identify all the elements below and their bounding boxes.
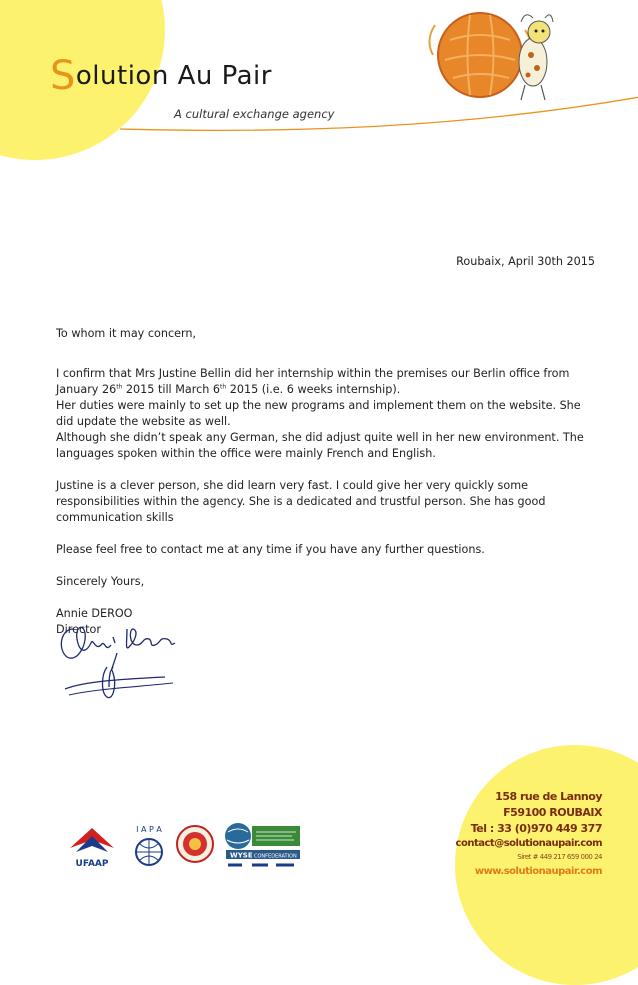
mascot-sun-illustration [425, 0, 560, 120]
iapa-logo-icon [126, 822, 172, 874]
paragraph-duties: Her duties were mainly to set up the new programs and implement them on the website. She did update the website as well. [56, 399, 581, 428]
association-seal-icon [175, 822, 215, 868]
wyse-logo-sublabel: CONFEDERATION [254, 853, 297, 860]
paragraph-languages: Although she didn’t speak any German, she did adjust quite well in her new environment. The languages spoken within the office were mainly French and English. [56, 431, 584, 460]
handwritten-signature [55, 615, 190, 710]
ufaap-logo-label: UFAAP [75, 859, 109, 869]
iapa-logo-label: I A P A [136, 825, 162, 834]
footer-yellow-circle [455, 745, 638, 985]
wyse-confederation-logo-icon [222, 818, 304, 874]
wyse-logo-label: WYSE [230, 851, 253, 860]
paragraph-qualities: Justine is a clever person, she did learn very fast. I could give her very quickly some responsibilities within the agency. She is a dedicated and trustful person. She has good communication skills [56, 479, 546, 524]
paragraph-internship-dates [56, 366, 596, 398]
letter-date: Roubaix, April 30th 2015 [456, 255, 595, 268]
paragraph-text: 2015 till March 6 [122, 383, 221, 396]
footer-phone: Tel : 33 (0)970 449 377 [470, 822, 602, 835]
ordinal-suffix: th [220, 383, 227, 391]
brand-tagline: A cultural exchange agency [174, 107, 335, 121]
signer-title: Director [56, 623, 101, 636]
brand-first-letter: S [50, 53, 76, 99]
brand-name-rest: olution Au Pair [75, 61, 272, 91]
footer-address-city: F59100 ROUBAIX [503, 806, 602, 819]
closing: Sincerely Yours, [56, 575, 145, 588]
paragraph-contact: Please feel free to contact me at any time if you have any further questions. [56, 543, 485, 556]
footer-website[interactable]: www.solutionaupair.com [474, 866, 602, 877]
ordinal-suffix: th [116, 383, 123, 391]
ufaap-logo-icon [62, 818, 122, 876]
brand-logo-text [50, 53, 272, 99]
paragraph-text: 2015 (i.e. 6 weeks internship). [226, 383, 401, 396]
letter-greeting: To whom it may concern, [56, 327, 197, 340]
paragraph-text: I confirm that Mrs Justine Bellin did her internship within the premises our Berlin office from January 26 [56, 367, 570, 396]
footer-siret: Siret # 449 217 659 000 24 [517, 853, 602, 861]
footer-email[interactable]: contact@solutionaupair.com [455, 838, 602, 849]
footer-address-street: 158 rue de Lannoy [495, 790, 602, 803]
letter-body [56, 366, 596, 638]
signer-name: Annie DEROO [56, 607, 133, 620]
